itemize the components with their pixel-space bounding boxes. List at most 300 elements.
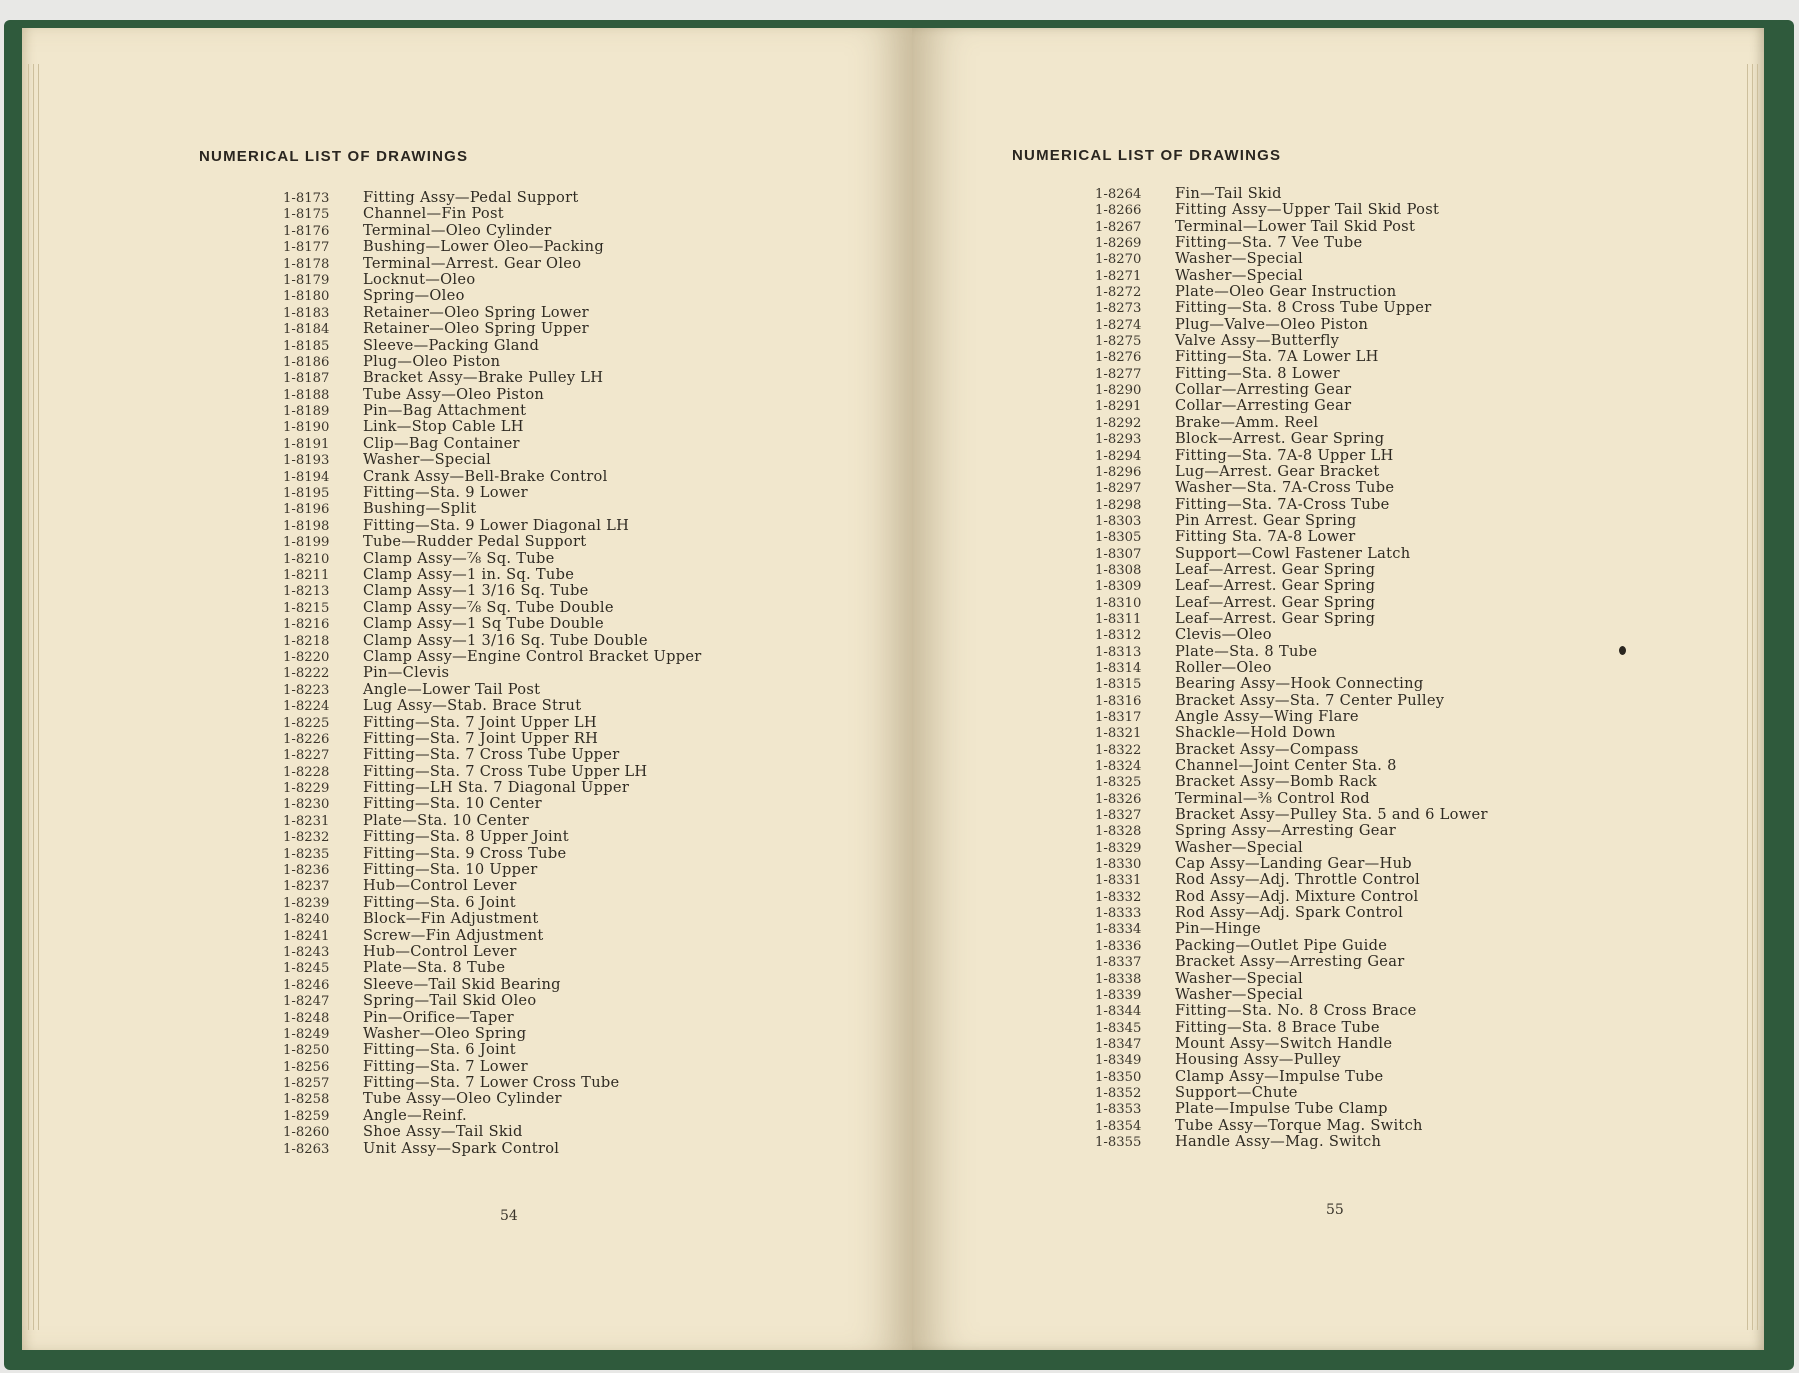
drawing-title: Leaf—Arrest. Gear Spring xyxy=(1175,609,1376,627)
drawing-number: 1-8179 xyxy=(283,272,330,288)
list-item xyxy=(1095,987,1488,1003)
drawing-title: Sleeve—Packing Gland xyxy=(363,336,540,354)
drawing-title: Rod Assy—Adj. Mixture Control xyxy=(1175,887,1419,905)
drawing-number: 1-8190 xyxy=(283,420,330,436)
drawing-title: Washer—Special xyxy=(363,451,491,469)
list-item xyxy=(283,731,702,747)
drawing-number: 1-8224 xyxy=(283,699,330,715)
drawing-title: Fitting Sta. 7A-8 Lower xyxy=(1175,528,1356,546)
list-item xyxy=(1095,1069,1488,1085)
list-item xyxy=(283,878,702,894)
drawing-title: Channel—Joint Center Sta. 8 xyxy=(1175,757,1397,775)
list-item xyxy=(283,829,702,845)
drawing-title: Brake—Amm. Reel xyxy=(1175,413,1319,431)
drawing-number: 1-8211 xyxy=(283,567,330,583)
drawing-title: Clamp Assy—1 in. Sq. Tube xyxy=(363,565,575,583)
drawing-title: Hub—Control Lever xyxy=(363,877,517,895)
list-item xyxy=(1095,595,1488,611)
drawing-title: Shoe Assy—Tail Skid xyxy=(363,1123,523,1141)
list-item xyxy=(283,190,702,206)
list-item xyxy=(1095,497,1488,513)
list-item xyxy=(1095,758,1488,774)
drawing-title: Clamp Assy—1 3/16 Sq. Tube xyxy=(363,582,589,600)
list-item xyxy=(283,583,702,599)
drawing-title: Plate—Impulse Tube Clamp xyxy=(1175,1100,1388,1118)
drawing-title: Spring Assy—Arresting Gear xyxy=(1175,822,1397,840)
list-item xyxy=(283,944,702,960)
drawing-title: Spring—Tail Skid Oleo xyxy=(363,992,537,1010)
drawing-title: Plate—Sta. 8 Tube xyxy=(363,959,506,977)
list-item xyxy=(1095,1134,1488,1150)
drawing-number: 1-8352 xyxy=(1095,1085,1142,1101)
drawing-title: Fitting—Sta. 7 Lower Cross Tube xyxy=(363,1074,620,1092)
drawing-number: 1-8322 xyxy=(1095,742,1142,758)
list-item xyxy=(1095,1118,1488,1134)
list-item xyxy=(1095,578,1488,594)
drawing-title: Channel—Fin Post xyxy=(363,205,504,223)
drawing-list xyxy=(283,190,702,1157)
list-item xyxy=(283,977,702,993)
list-item xyxy=(283,1091,702,1107)
cover-tab-bottom-left xyxy=(565,1350,650,1368)
drawing-title: Fitting—Sta. 7 Vee Tube xyxy=(1175,234,1363,252)
drawing-number: 1-8324 xyxy=(1095,759,1142,775)
drawing-title: Bracket Assy—Brake Pulley LH xyxy=(363,369,604,387)
drawing-title: Lug Assy—Stab. Brace Strut xyxy=(363,697,582,715)
drawing-number: 1-8267 xyxy=(1095,219,1142,235)
list-item xyxy=(283,1026,702,1042)
cover-tab-bottom-right xyxy=(1225,1352,1335,1368)
list-item xyxy=(283,518,702,534)
page-number: 54 xyxy=(500,1208,518,1224)
drawing-number: 1-8218 xyxy=(283,633,330,649)
list-item xyxy=(283,796,702,812)
drawing-title: Shackle—Hold Down xyxy=(1175,724,1336,742)
drawing-title: Collar—Arresting Gear xyxy=(1175,397,1352,415)
drawing-number: 1-8293 xyxy=(1095,432,1142,448)
drawing-title: Locknut—Oleo xyxy=(363,270,476,288)
drawing-number: 1-8347 xyxy=(1095,1036,1142,1052)
drawing-number: 1-8196 xyxy=(283,502,330,518)
list-item xyxy=(1095,954,1488,970)
drawing-title: Clamp Assy—⅞ Sq. Tube Double xyxy=(363,598,614,616)
drawing-title: Bushing—Split xyxy=(363,500,477,518)
drawing-title: Washer—Special xyxy=(1175,985,1303,1003)
drawing-number: 1-8312 xyxy=(1095,628,1142,644)
list-item xyxy=(1095,921,1488,937)
drawing-number: 1-8248 xyxy=(283,1010,330,1026)
drawing-title: Fitting—Sta. 9 Cross Tube xyxy=(363,844,567,862)
drawing-title: Pin Arrest. Gear Spring xyxy=(1175,511,1357,529)
drawing-number: 1-8313 xyxy=(1095,644,1142,660)
drawing-title: Angle—Reinf. xyxy=(363,1106,467,1124)
list-item xyxy=(1095,415,1488,431)
drawing-title: Fitting—Sta. 6 Joint xyxy=(363,1041,516,1059)
drawing-title: Retainer—Oleo Spring Lower xyxy=(363,303,589,321)
drawing-number: 1-8176 xyxy=(283,223,330,239)
list-item xyxy=(1095,202,1488,218)
drawing-title: Fitting—Sta. 10 Center xyxy=(363,795,542,813)
list-item xyxy=(1095,823,1488,839)
drawing-number: 1-8236 xyxy=(283,863,330,879)
drawing-number: 1-8188 xyxy=(283,387,330,403)
drawing-number: 1-8294 xyxy=(1095,448,1142,464)
list-item xyxy=(283,1059,702,1075)
drawing-title: Washer—Sta. 7A-Cross Tube xyxy=(1175,479,1395,497)
list-item xyxy=(1095,513,1488,529)
drawing-number: 1-8325 xyxy=(1095,775,1142,791)
list-item xyxy=(283,747,702,763)
drawing-number: 1-8186 xyxy=(283,354,330,370)
drawing-number: 1-8237 xyxy=(283,879,330,895)
drawing-title: Packing—Outlet Pipe Guide xyxy=(1175,936,1388,954)
drawing-title: Bearing Assy—Hook Connecting xyxy=(1175,675,1424,693)
list-item xyxy=(283,387,702,403)
list-item xyxy=(283,862,702,878)
drawing-number: 1-8222 xyxy=(283,666,330,682)
drawing-number: 1-8332 xyxy=(1095,889,1142,905)
drawing-title: Angle—Lower Tail Post xyxy=(363,680,541,698)
drawing-title: Terminal—⅜ Control Rod xyxy=(1175,789,1370,807)
drawing-title: Washer—Special xyxy=(1175,266,1303,284)
drawing-number: 1-8275 xyxy=(1095,334,1142,350)
drawing-number: 1-8243 xyxy=(283,944,330,960)
drawing-title: Cap Assy—Landing Gear—Hub xyxy=(1175,855,1412,873)
drawing-number: 1-8276 xyxy=(1095,350,1142,366)
list-item xyxy=(1095,284,1488,300)
drawing-title: Screw—Fin Adjustment xyxy=(363,926,544,944)
drawing-title: Bracket Assy—Sta. 7 Center Pulley xyxy=(1175,691,1445,709)
drawing-number: 1-8232 xyxy=(283,830,330,846)
page-heading: NUMERICAL LIST OF DRAWINGS xyxy=(1012,147,1282,164)
page-edge xyxy=(28,64,29,1330)
drawing-title: Fitting Assy—Upper Tail Skid Post xyxy=(1175,201,1440,219)
page-edge xyxy=(1747,64,1748,1330)
drawing-number: 1-8235 xyxy=(283,846,330,862)
drawing-number: 1-8241 xyxy=(283,928,330,944)
drawing-number: 1-8175 xyxy=(283,207,330,223)
drawing-number: 1-8226 xyxy=(283,731,330,747)
drawing-number: 1-8250 xyxy=(283,1043,330,1059)
drawing-number: 1-8198 xyxy=(283,518,330,534)
drawing-number: 1-8296 xyxy=(1095,464,1142,480)
drawing-number: 1-8307 xyxy=(1095,546,1142,562)
list-item xyxy=(1095,791,1488,807)
drawing-number: 1-8315 xyxy=(1095,677,1142,693)
drawing-title: Fitting—Sta. 7 Joint Upper LH xyxy=(363,713,597,731)
list-item xyxy=(1095,529,1488,545)
drawing-title: Clevis—Oleo xyxy=(1175,626,1272,644)
list-item xyxy=(1095,448,1488,464)
drawing-title: Pin—Hinge xyxy=(1175,920,1261,938)
list-item xyxy=(283,223,702,239)
drawing-title: Leaf—Arrest. Gear Spring xyxy=(1175,577,1376,595)
list-item xyxy=(1095,268,1488,284)
page-heading: NUMERICAL LIST OF DRAWINGS xyxy=(199,148,469,165)
drawing-title: Retainer—Oleo Spring Upper xyxy=(363,320,589,338)
list-item xyxy=(1095,251,1488,267)
drawing-title: Pin—Bag Attachment xyxy=(363,402,527,420)
drawing-number: 1-8191 xyxy=(283,436,330,452)
drawing-title: Bracket Assy—Arresting Gear xyxy=(1175,953,1405,971)
list-item xyxy=(1095,349,1488,365)
drawing-number: 1-8245 xyxy=(283,961,330,977)
list-item xyxy=(283,354,702,370)
left-page xyxy=(22,28,912,1350)
drawing-number: 1-8273 xyxy=(1095,301,1142,317)
list-item xyxy=(1095,219,1488,235)
list-item xyxy=(283,665,702,681)
drawing-number: 1-8345 xyxy=(1095,1020,1142,1036)
list-item xyxy=(283,567,702,583)
list-item xyxy=(1095,317,1488,333)
drawing-number: 1-8266 xyxy=(1095,203,1142,219)
list-item xyxy=(1095,872,1488,888)
list-item xyxy=(283,469,702,485)
list-item xyxy=(283,419,702,435)
drawing-number: 1-8184 xyxy=(283,322,330,338)
drawing-number: 1-8210 xyxy=(283,551,330,567)
drawing-title: Clamp Assy—Engine Control Bracket Upper xyxy=(363,647,702,665)
drawing-number: 1-8216 xyxy=(283,617,330,633)
list-item xyxy=(283,698,702,714)
list-item xyxy=(283,1075,702,1091)
drawing-title: Fitting—Sta. 9 Lower xyxy=(363,484,528,502)
drawing-title: Link—Stop Cable LH xyxy=(363,418,524,436)
list-item xyxy=(1095,693,1488,709)
list-item xyxy=(283,239,702,255)
drawing-title: Tube Assy—Oleo Cylinder xyxy=(363,1090,562,1108)
drawing-title: Tube—Rudder Pedal Support xyxy=(363,533,587,551)
list-item xyxy=(283,780,702,796)
right-page xyxy=(912,28,1764,1350)
list-item xyxy=(283,436,702,452)
drawing-title: Terminal—Lower Tail Skid Post xyxy=(1175,217,1416,235)
drawing-title: Fitting—LH Sta. 7 Diagonal Upper xyxy=(363,779,630,797)
list-item xyxy=(1095,774,1488,790)
drawing-title: Mount Assy—Switch Handle xyxy=(1175,1034,1393,1052)
page-edge xyxy=(1757,64,1758,1330)
list-item xyxy=(1095,1020,1488,1036)
drawing-number: 1-8264 xyxy=(1095,187,1142,202)
list-item xyxy=(283,501,702,517)
list-item xyxy=(283,272,702,288)
drawing-title: Fitting—Sta. 7 Cross Tube Upper LH xyxy=(363,762,648,780)
list-item xyxy=(1095,464,1488,480)
drawing-number: 1-8321 xyxy=(1095,726,1142,742)
list-item xyxy=(283,633,702,649)
drawing-number: 1-8246 xyxy=(283,977,330,993)
drawing-number: 1-8336 xyxy=(1095,938,1142,954)
drawing-number: 1-8329 xyxy=(1095,840,1142,856)
drawing-number: 1-8314 xyxy=(1095,660,1142,676)
drawing-title: Fitting—Sta. 7 Joint Upper RH xyxy=(363,729,599,747)
drawing-title: Washer—Special xyxy=(1175,969,1303,987)
list-item xyxy=(283,1010,702,1026)
drawing-number: 1-8195 xyxy=(283,486,330,502)
drawing-number: 1-8189 xyxy=(283,404,330,420)
drawing-title: Clamp Assy—1 Sq Tube Double xyxy=(363,615,604,633)
list-item xyxy=(1095,840,1488,856)
drawing-title: Washer—Special xyxy=(1175,838,1303,856)
drawing-title: Fitting—Sta. 10 Upper xyxy=(363,861,538,879)
ink-spot xyxy=(1619,646,1626,655)
drawing-title: Fitting—Sta. 7A-Cross Tube xyxy=(1175,495,1390,513)
drawing-title: Fitting—Sta. 9 Lower Diagonal LH xyxy=(363,516,630,534)
list-item xyxy=(283,321,702,337)
drawing-title: Fitting—Sta. 8 Upper Joint xyxy=(363,828,569,846)
list-item xyxy=(1095,186,1488,202)
drawing-number: 1-8260 xyxy=(283,1125,330,1141)
drawing-number: 1-8247 xyxy=(283,994,330,1010)
drawing-number: 1-8257 xyxy=(283,1076,330,1092)
drawing-number: 1-8327 xyxy=(1095,808,1142,824)
drawing-number: 1-8187 xyxy=(283,371,330,387)
drawing-number: 1-8309 xyxy=(1095,579,1142,595)
list-item xyxy=(1095,627,1488,643)
drawing-number: 1-8258 xyxy=(283,1092,330,1108)
list-item xyxy=(283,452,702,468)
drawing-number: 1-8326 xyxy=(1095,791,1142,807)
list-item xyxy=(1095,398,1488,414)
list-item xyxy=(1095,856,1488,872)
list-item xyxy=(283,370,702,386)
drawing-number: 1-8305 xyxy=(1095,530,1142,546)
drawing-number: 1-8199 xyxy=(283,535,330,551)
drawing-number: 1-8328 xyxy=(1095,824,1142,840)
drawing-number: 1-8223 xyxy=(283,682,330,698)
drawing-number: 1-8177 xyxy=(283,240,330,256)
drawing-title: Clamp Assy—Impulse Tube xyxy=(1175,1067,1384,1085)
drawing-title: Fitting—Sta. 7 Lower xyxy=(363,1057,528,1075)
drawing-title: Clamp Assy—⅞ Sq. Tube xyxy=(363,549,555,567)
list-item xyxy=(1095,1085,1488,1101)
drawing-title: Angle Assy—Wing Flare xyxy=(1175,708,1359,725)
drawing-title: Fitting Assy—Pedal Support xyxy=(363,189,579,206)
drawing-title: Plug—Valve—Oleo Piston xyxy=(1175,315,1369,333)
list-item xyxy=(1095,382,1488,398)
drawing-number: 1-8354 xyxy=(1095,1118,1142,1134)
drawing-number: 1-8308 xyxy=(1095,562,1142,578)
list-item xyxy=(1095,742,1488,758)
list-item xyxy=(1095,709,1488,725)
list-item xyxy=(283,960,702,976)
list-item xyxy=(283,534,702,550)
list-item xyxy=(283,1108,702,1124)
drawing-title: Clip—Bag Container xyxy=(363,434,520,452)
list-item xyxy=(1095,366,1488,382)
list-item xyxy=(283,206,702,222)
drawing-number: 1-8339 xyxy=(1095,987,1142,1003)
list-item xyxy=(283,403,702,419)
drawing-number: 1-8272 xyxy=(1095,285,1142,301)
drawing-title: Terminal—Oleo Cylinder xyxy=(363,221,552,239)
drawing-number: 1-8334 xyxy=(1095,922,1142,938)
drawing-title: Fitting—Sta. 8 Brace Tube xyxy=(1175,1018,1380,1036)
list-item xyxy=(1095,300,1488,316)
drawing-title: Plate—Sta. 10 Center xyxy=(363,811,530,829)
list-item xyxy=(1095,725,1488,741)
drawing-title: Fin—Tail Skid xyxy=(1175,185,1282,202)
list-item xyxy=(283,485,702,501)
drawing-title: Fitting—Sta. 8 Cross Tube Upper xyxy=(1175,299,1432,317)
drawing-title: Bracket Assy—Compass xyxy=(1175,740,1359,758)
list-item xyxy=(1095,644,1488,660)
page-edge xyxy=(33,64,34,1330)
drawing-title: Housing Assy—Pulley xyxy=(1175,1051,1341,1069)
list-item xyxy=(1095,971,1488,987)
drawing-title: Washer—Special xyxy=(1175,250,1303,268)
drawing-title: Support—Chute xyxy=(1175,1083,1298,1101)
drawing-number: 1-8240 xyxy=(283,912,330,928)
list-item xyxy=(283,1141,702,1157)
list-item xyxy=(283,764,702,780)
drawing-title: Rod Assy—Adj. Spark Control xyxy=(1175,904,1404,922)
drawing-title: Pin—Clevis xyxy=(363,664,450,682)
drawing-number: 1-8333 xyxy=(1095,906,1142,922)
list-item xyxy=(1095,1003,1488,1019)
list-item xyxy=(283,338,702,354)
drawing-number: 1-8229 xyxy=(283,781,330,797)
drawing-title: Roller—Oleo xyxy=(1175,658,1272,676)
drawing-number: 1-8271 xyxy=(1095,268,1142,284)
list-item xyxy=(1095,431,1488,447)
drawing-number: 1-8298 xyxy=(1095,497,1142,513)
drawing-title: Fitting—Sta. 7A Lower LH xyxy=(1175,348,1379,366)
list-item xyxy=(1095,480,1488,496)
list-item xyxy=(283,600,702,616)
list-item xyxy=(1095,333,1488,349)
list-item xyxy=(283,715,702,731)
list-item xyxy=(1095,905,1488,921)
list-item xyxy=(283,682,702,698)
drawing-title: Handle Assy—Mag. Switch xyxy=(1175,1132,1382,1150)
list-item xyxy=(1095,889,1488,905)
drawing-title: Fitting—Sta. 7 Cross Tube Upper xyxy=(363,746,620,764)
list-item xyxy=(1095,546,1488,562)
drawing-number: 1-8228 xyxy=(283,764,330,780)
drawing-title: Leaf—Arrest. Gear Spring xyxy=(1175,593,1376,611)
drawing-title: Fitting—Sta. 7A-8 Upper LH xyxy=(1175,446,1394,464)
drawing-title: Valve Assy—Butterfly xyxy=(1175,332,1340,350)
list-item xyxy=(283,551,702,567)
list-item xyxy=(283,288,702,304)
drawing-number: 1-8230 xyxy=(283,797,330,813)
drawing-number: 1-8225 xyxy=(283,715,330,731)
drawing-number: 1-8316 xyxy=(1095,693,1142,709)
drawing-number: 1-8215 xyxy=(283,600,330,616)
drawing-number: 1-8353 xyxy=(1095,1102,1142,1118)
list-item xyxy=(1095,1052,1488,1068)
list-item xyxy=(283,895,702,911)
drawing-title: Lug—Arrest. Gear Bracket xyxy=(1175,462,1380,480)
drawing-number: 1-8344 xyxy=(1095,1004,1142,1020)
drawing-number: 1-8269 xyxy=(1095,236,1142,252)
page-edge xyxy=(38,64,39,1330)
list-item xyxy=(1095,660,1488,676)
drawing-title: Bracket Assy—Bomb Rack xyxy=(1175,773,1377,791)
drawing-number: 1-8349 xyxy=(1095,1053,1142,1069)
drawing-number: 1-8185 xyxy=(283,338,330,354)
drawing-number: 1-8350 xyxy=(1095,1069,1142,1085)
drawing-number: 1-8239 xyxy=(283,895,330,911)
drawing-number: 1-8227 xyxy=(283,748,330,764)
list-item xyxy=(1095,611,1488,627)
list-item xyxy=(1095,1101,1488,1117)
list-item xyxy=(1095,562,1488,578)
drawing-number: 1-8213 xyxy=(283,584,330,600)
drawing-number: 1-8310 xyxy=(1095,595,1142,611)
